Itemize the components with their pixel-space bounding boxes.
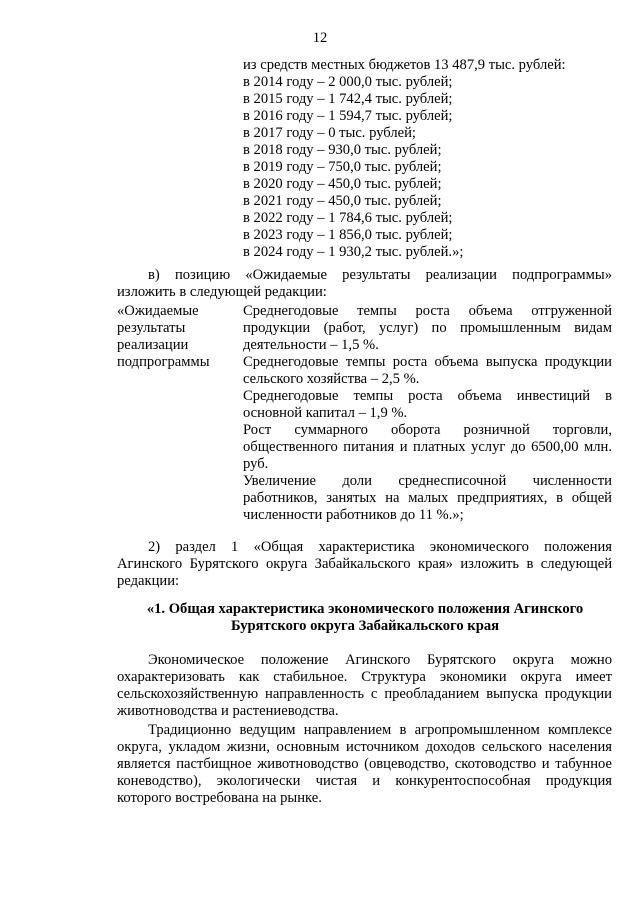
budget-year-line: в 2019 году – 750,0 тыс. рублей; <box>243 159 442 175</box>
budget-year-line: в 2024 году – 1 930,2 тыс. рублей.»; <box>243 244 464 260</box>
results-line: Рост суммарного оборота розничной торговли, <box>243 422 612 438</box>
results-line: основной капитал – 1,9 %. <box>243 405 408 421</box>
results-line: общественного питания и платных услуг до 6500,00 млн. <box>243 439 612 455</box>
body-paragraph-2 <box>117 722 612 807</box>
budget-year-line: в 2020 году – 450,0 тыс. рублей; <box>243 176 442 192</box>
budget-year-line: в 2014 году – 2 000,0 тыс. рублей; <box>243 74 453 90</box>
section-title-line1: «1. Общая характеристика экономического положения Агинского <box>146 601 584 617</box>
results-label <box>117 303 237 371</box>
item-2 <box>117 539 612 590</box>
section-title-line2: Бурятского округа Забайкальского края <box>230 618 500 634</box>
results-line: сельского хозяйства – 2,5 %. <box>243 371 420 387</box>
results-label-line: результаты <box>117 320 186 336</box>
results-line: Среднегодовые темпы роста объема отгруженной <box>243 303 612 319</box>
budget-year-line: в 2023 году – 1 856,0 тыс. рублей; <box>243 227 453 243</box>
body-line: охарактеризовать как стабильное. Структура экономики округа имеет <box>117 669 612 685</box>
item-v-line1: в) позицию «Ожидаемые результаты реализации подпрограммы» <box>148 267 612 283</box>
item-2-line: редакции: <box>117 573 180 589</box>
budget-year-line: в 2015 году – 1 742,4 тыс. рублей; <box>243 91 453 107</box>
results-paragraph <box>243 473 612 524</box>
body-line: сельскохозяйственную направленность с преобладанием выпуска продукции <box>117 686 612 702</box>
body-line: коневодство), экологически чистая и конкурентоспособная продукция <box>117 773 612 789</box>
results-line: Среднегодовые темпы роста объема инвестиций в <box>243 388 612 404</box>
results-line: деятельности – 1,5 %. <box>243 337 379 353</box>
body-line: является пастбищное животноводство (овцеводство, скотоводство и табунное <box>117 756 612 772</box>
item-2-line: 2) раздел 1 «Общая характеристика экономического положения <box>148 539 612 555</box>
results-label-line: «Ожидаемые <box>117 303 199 319</box>
body-line: животноводства и растениеводства. <box>117 703 339 719</box>
results-line: Увеличение доли среднесписочной численности <box>243 473 612 489</box>
results-paragraph <box>243 388 612 422</box>
results-line: Среднегодовые темпы роста объема выпуска продукции <box>243 354 612 370</box>
budget-list <box>243 57 566 261</box>
budget-year-line: в 2021 году – 450,0 тыс. рублей; <box>243 193 442 209</box>
budget-year-line: в 2017 году – 0 тыс. рублей; <box>243 125 416 141</box>
budget-year-line: в 2022 году – 1 784,6 тыс. рублей; <box>243 210 453 226</box>
results-paragraph <box>243 354 612 388</box>
budget-year-line: в 2018 году – 930,0 тыс. рублей; <box>243 142 442 158</box>
section-title <box>100 601 630 635</box>
body-line: Экономическое положение Агинского Бурятского округа можно <box>148 652 612 668</box>
results-line: продукции (работ, услуг) по промышленным видам <box>243 320 612 336</box>
results-paragraph <box>243 422 612 473</box>
results-paragraph <box>243 303 612 354</box>
body-line: округа, укладом жизни, основным источником доходов сельского населения <box>117 739 612 755</box>
body-line: Традиционно ведущим направлением в агропромышленном комплексе <box>148 722 612 738</box>
results-line: работников, занятых на малых предприятиях, в общей <box>243 490 612 506</box>
budget-header: из средств местных бюджетов 13 487,9 тыс. рублей: <box>243 57 566 73</box>
body-line: которого востребована на рынке. <box>117 790 322 806</box>
budget-year-line: в 2016 году – 1 594,7 тыс. рублей; <box>243 108 453 124</box>
results-label-line: реализации <box>117 337 189 353</box>
results-label-line: подпрограммы <box>117 354 210 370</box>
item-2-line: Агинского Бурятского округа Забайкальского края» изложить в следующей <box>117 556 612 572</box>
page-number: 12 <box>312 30 328 46</box>
results-line: численности работников до 11 %.»; <box>243 507 464 523</box>
body-paragraph-1 <box>117 652 612 720</box>
item-v-line2: изложить в следующей редакции: <box>117 284 327 300</box>
results-line: руб. <box>243 456 269 472</box>
